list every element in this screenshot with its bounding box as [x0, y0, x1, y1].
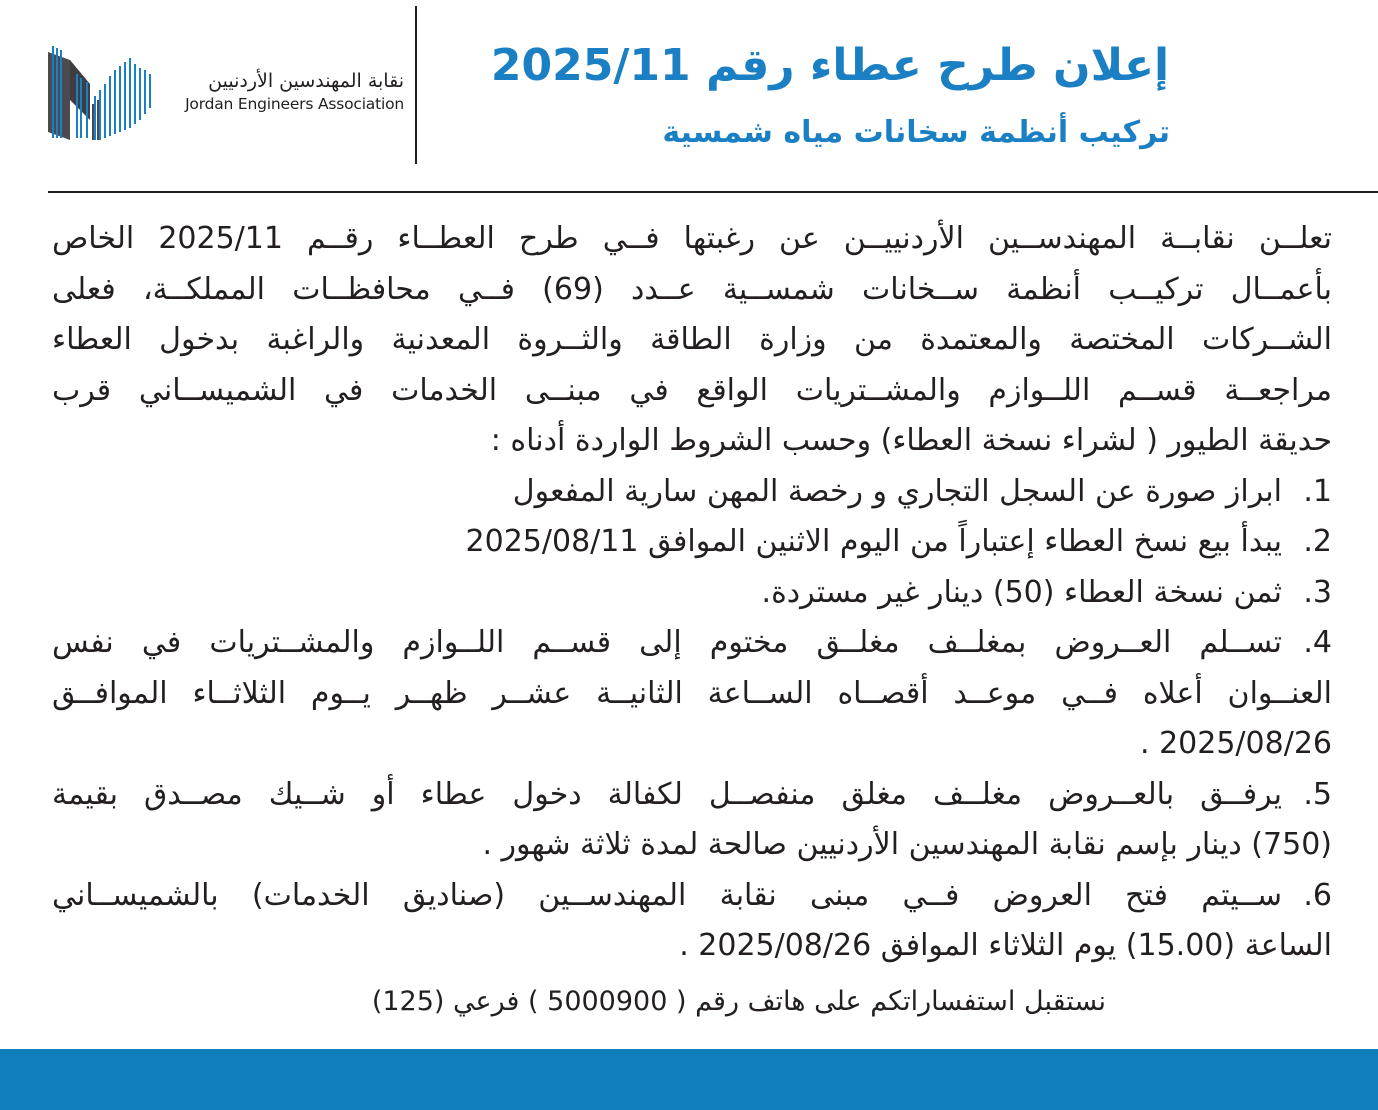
- condition-item: [52, 770, 1332, 821]
- header-vertical-divider: [415, 6, 417, 164]
- jea-logo-icon: [46, 44, 156, 142]
- intro-line: الشــركات المختصة والمعتمدة من وزارة الطاقة والثــروة المعدنية والراغبة بدخول العطاء: [52, 322, 1332, 357]
- intro-line: حديقة الطيور ( لشراء نسخة العطاء) وحسب الشروط الواردة أدناه :: [490, 423, 1332, 458]
- intro-line: مراجعــة قســم اللــوازم والمشــتريات الواقع في مبنــى الخدمات في الشميســاني قرب: [52, 372, 1332, 408]
- condition-item: [52, 871, 1332, 922]
- condition-text: ابراز صورة عن السجل التجاري و رخصة المهن سارية المفعول: [512, 473, 1282, 509]
- condition-text: ســيتم فتح العروض فــي مبنى نقابة المهندســين (صناديق الخدمات) بالشميســاني: [52, 877, 1282, 913]
- condition-text: تســلم العــروض بمغلــف مغلــق مختوم إلى قســم اللــوازم والمشــتريات في نفس: [52, 625, 1282, 660]
- footer-band: [0, 1049, 1378, 1110]
- condition-number: 2.: [1303, 524, 1332, 559]
- contact-note: نستقبل استفساراتكم على هاتف رقم ( 5000900 ) فرعي (125): [371, 986, 1106, 1017]
- condition-number: 5.: [1303, 776, 1332, 812]
- condition-text: (750) دينار بإسم نقابة المهندسين الأردنيين صالحة لمدة ثلاثة شهور .: [482, 827, 1332, 862]
- condition-item: [52, 568, 1332, 619]
- header-divider: [48, 191, 1378, 193]
- condition-item: [52, 467, 1332, 518]
- condition-number: 1.: [1303, 473, 1332, 509]
- announcement-title: إعلان طرح عطاء رقم 2025/11: [490, 40, 1170, 91]
- condition-text: يبدأ بيع نسخ العطاء إعتباراً من اليوم الاثنين الموافق 2025/08/11: [465, 524, 1282, 559]
- condition-item: [52, 517, 1332, 568]
- condition-number: 3.: [1303, 574, 1332, 610]
- condition-text: يرفــق بالعــروض مغلــف مغلق منفصــل لكفالة دخول عطاء أو شــيك مصــدق بقيمة: [52, 776, 1282, 812]
- intro-line: تعلــن نقابــة المهندســين الأردنييــن عن رغبتها فــي طرح العطــاء رقــم 2025/11 الخاص: [52, 221, 1332, 256]
- org-name-arabic: نقابة المهندسين الأردنيين: [208, 70, 404, 92]
- announcement-body: [52, 214, 1332, 972]
- intro-line: بأعمــال تركيــب أنظمة ســخانات شمســية عــدد (69) فــي محافظــات المملكــة، فعلى: [52, 271, 1332, 307]
- announcement-subtitle: تركيب أنظمة سخانات مياه شمسية: [662, 115, 1170, 150]
- condition-item: [52, 618, 1332, 669]
- condition-text: ثمن نسخة العطاء (50) دينار غير مستردة.: [761, 574, 1282, 610]
- condition-text: العنــوان أعلاه فــي موعــد أقصــاه الســاعة الثانيــة عشــر ظهــر يــوم الثلاثــاء الموافــق: [52, 675, 1332, 711]
- condition-text: 2025/08/26 .: [1140, 726, 1332, 761]
- condition-number: 6.: [1303, 877, 1332, 913]
- condition-number: 4.: [1303, 625, 1332, 660]
- condition-text: الساعة (15.00) يوم الثلاثاء الموافق 2025/08/26 .: [679, 928, 1332, 963]
- org-name-english: Jordan Engineers Association: [185, 95, 404, 113]
